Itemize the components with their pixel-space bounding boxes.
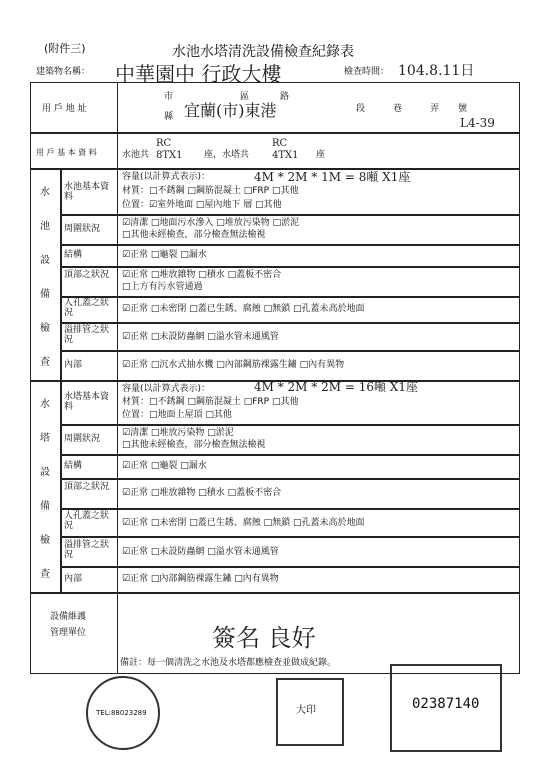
building-name-label: 建築物名稱： bbox=[36, 67, 91, 77]
pool-row-line: ☑清潔 □地面污水滲入 □堆放污染物 □淤泥 bbox=[122, 218, 300, 228]
address-alley2: 弄 bbox=[430, 104, 440, 114]
tower-section-label: 水塔設備檢查 bbox=[40, 399, 50, 580]
address-road: 路 bbox=[280, 92, 290, 102]
check-time-value: 104.8.11日 bbox=[398, 63, 475, 79]
address-number: 號 bbox=[458, 104, 468, 114]
tower-row-line: ☑正常 □未設防蟲網 □溢水管未通風管 bbox=[122, 547, 279, 557]
tower-row-line: ☑清潔 □堆放污染物 □淤泥 bbox=[122, 428, 234, 438]
form-number: (附件三) bbox=[44, 42, 86, 55]
pool-count-value: RC 8TX1 bbox=[156, 138, 183, 161]
address-area-value: 宜蘭(市)東港 bbox=[184, 101, 277, 120]
pool-unit: 座，水塔共 bbox=[204, 150, 250, 160]
address-lane: 段 bbox=[356, 104, 366, 114]
page-title: 水池水塔清洗設備檢查紀錄表 bbox=[172, 44, 354, 60]
tower-row-label: 溢排管之狀況 bbox=[64, 540, 110, 560]
tower-row-label: 結構 bbox=[64, 461, 83, 471]
pool-row-line: ☑正常 □沉水式抽水機 □內部鋼筋裸露生鏽 □內有異物 bbox=[122, 360, 345, 370]
tower-row-line: 容量(以計算式表示)： bbox=[122, 384, 211, 394]
pool-row-label: 結構 bbox=[64, 250, 83, 260]
pool-row-label: 水池基本資料 bbox=[64, 182, 110, 202]
tower-row-label: 人孔蓋之狀況 bbox=[64, 511, 110, 531]
tower-row-label: 周圍狀況 bbox=[64, 434, 101, 444]
tower-row-line: ☑正常 □未密閉 □蓋已生銹、腐蝕 □無鎖 □孔蓋未高於地面 bbox=[122, 518, 365, 528]
pool-row-line: □上方有污水管通過 bbox=[122, 282, 203, 292]
tower-row-label: 水塔基本資料 bbox=[64, 392, 110, 412]
pool-row-line: ☑正常 □堆放雜物 □積水 □蓋板不密合 bbox=[122, 270, 282, 280]
pool-row-line: 位置：☑室外地面 □屋內地下 層 □其他 bbox=[122, 200, 282, 210]
address-county: 縣 bbox=[164, 112, 174, 122]
tower-count-value: RC 4TX1 bbox=[272, 138, 299, 161]
signature-value: 簽名 良好 bbox=[212, 624, 316, 652]
tower-unit: 座 bbox=[316, 150, 326, 160]
pool-section-label: 水池設備檢查 bbox=[40, 187, 50, 368]
tower-capacity-value: 4M * 2M * 2M = 16噸 X1座 bbox=[254, 380, 418, 394]
tower-row-line: □其他未經檢查，部分檢查無法檢視 bbox=[122, 440, 266, 450]
address-label: 用 戶 地 址 bbox=[42, 104, 87, 114]
tower-row-line: ☑正常 □內部鋼筋裸露生鏽 □內有異物 bbox=[122, 574, 279, 584]
signature-label-line1: 設備維護 bbox=[50, 612, 87, 622]
pool-row-label: 周圍狀況 bbox=[64, 224, 101, 234]
company-seal-right: 02387140 bbox=[390, 664, 502, 752]
tower-row-line: ☑正常 □龜裂 □漏水 bbox=[122, 461, 207, 471]
tower-row-label: 內部 bbox=[64, 574, 83, 584]
pool-row-line: ☑正常 □龜裂 □漏水 bbox=[122, 250, 207, 260]
tower-row-line: 材質：□不銹鋼 □鋼筋混凝土 □FRP □其他 bbox=[122, 397, 299, 407]
pool-row-line: ☑正常 □未密閉 □蓋已生銹、腐蝕 □無鎖 □孔蓋未高於地面 bbox=[122, 304, 365, 314]
pool-row-label: 內部 bbox=[64, 360, 83, 370]
address-alley: 巷 bbox=[393, 104, 403, 114]
pool-row-label: 溢排管之狀況 bbox=[64, 325, 110, 345]
footer-note: 備註：每一個清洗之水池及水塔都應檢查並做成紀錄。 bbox=[120, 658, 337, 668]
pool-row-line: ☑正常 □未設防蟲網 □溢水管未通風管 bbox=[122, 332, 279, 342]
pool-row-line: 材質：□不銹鋼 □鋼筋混凝土 □FRP □其他 bbox=[122, 186, 299, 196]
basic-data-label: 用 戶 基 本 資 料 bbox=[36, 148, 97, 157]
check-time-label: 檢查時間： bbox=[344, 67, 390, 77]
address-district: 區 bbox=[240, 92, 250, 102]
building-name-value: 中華園中 行政大樓 bbox=[115, 62, 282, 86]
pool-row-label: 頂部之狀況 bbox=[64, 270, 110, 280]
tower-row-label: 頂部之狀況 bbox=[64, 482, 110, 492]
signature-label-line2: 管理單位 bbox=[50, 628, 87, 638]
pool-row-label: 人孔蓋之狀況 bbox=[64, 298, 110, 318]
tower-row-line: 位置：□地面上屋頂 □其他 bbox=[122, 410, 232, 420]
pool-row-line: □其他未經檢查，部分檢查無法檢視 bbox=[122, 230, 266, 240]
address-city: 市 bbox=[164, 92, 174, 102]
address-number-value: L4-39 bbox=[460, 116, 495, 130]
pool-text: 水池共 bbox=[122, 150, 150, 160]
company-seal-middle: 大印 bbox=[276, 678, 344, 746]
company-seal-left: TEL:88023289 bbox=[86, 676, 160, 750]
pool-capacity-value: 4M * 2M * 1M = 8噸 X1座 bbox=[254, 170, 411, 184]
pool-row-line: 容量(以計算式表示)： bbox=[122, 172, 211, 182]
tower-row-line: ☑正常 □堆放雜物 □積水 □蓋板不密合 bbox=[122, 488, 282, 498]
